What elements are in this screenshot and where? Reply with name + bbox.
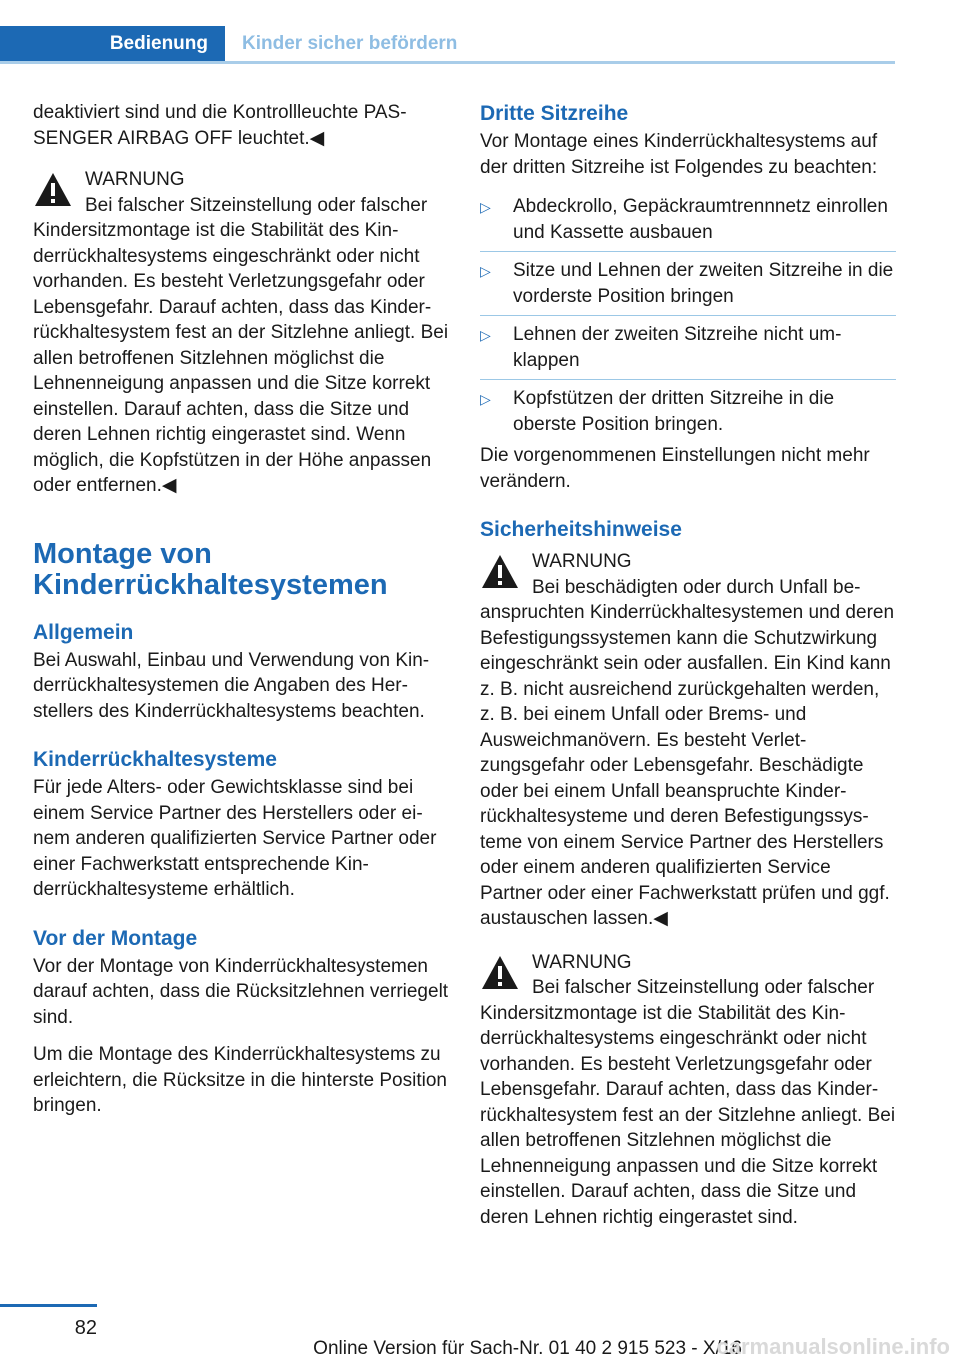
warning-title: WARNUNG — [85, 169, 185, 190]
right-column — [480, 100, 896, 1242]
warning-title: WARNUNG — [532, 551, 632, 572]
triangle-bullet-icon: ▷ — [480, 327, 491, 343]
triangle-bullet-icon: ▷ — [480, 199, 491, 215]
warning-text: Bei falscher Sitzeinstellung oder falscher Kindersitzmontage ist die Stabilität des Kinderrückhaltesystems eingeschränkt oder nicht vorhanden. Es besteht Verletzungsgefahr oder Lebensgefahr. Darauf achten, dass das Kinderrückhaltesystem fest an der Sitzlehne anliegt. Bei allen betroffenen Sitzlehnen möglichst die Lehnenneigung anpassen und die Sitze korrekt einstellen. Darauf achten, dass die Sitze und deren Lehnen richtig eingerastet sind. — [480, 977, 896, 1228]
paragraph-kinderrueckhaltesysteme: Für jede Alters- oder Gewichtsklasse sind bei einem Service Partner des Herstellers oder einem anderen qualifizierten Service Partner oder einer Fachwerkstatt entsprechende Kinderrückhaltesysteme erhältlich. — [33, 777, 437, 900]
triangle-bullet-icon: ▷ — [480, 391, 491, 407]
list-item-text: Kopfstützen der dritten Sitzreihe in die oberste Position bringen. — [513, 388, 835, 435]
heading-vor-der-montage: Vor der Montage — [33, 926, 198, 950]
warning-title: WARNUNG — [532, 951, 632, 973]
list-item — [480, 316, 896, 380]
warning-triangle-icon — [480, 953, 520, 993]
online-version-note: Online Version für Sach-Nr. 01 40 2 915 523 - X/16 — [313, 1338, 742, 1359]
list-item — [480, 252, 896, 316]
heading-kinderrueckhaltesysteme: Kinderrückhaltesysteme — [33, 748, 277, 771]
footer-rule — [0, 1304, 97, 1307]
section-title: Montage von Kinderrückhaltesystemen — [33, 537, 388, 601]
heading-sicherheitshinweise: Sicherheitshinweise — [480, 518, 682, 541]
page-header — [0, 0, 960, 64]
paragraph-dritte-outro: Die vorgenommenen Einstellungen nicht mehr verändern. — [480, 445, 870, 492]
paragraph-vor-der-montage-1: Vor der Montage von Kinderrückhaltesystemen darauf achten, dass die Rücksitzlehnen verriegelt sind. — [33, 955, 449, 1028]
page-number: 82 — [74, 1317, 97, 1339]
watermark: carmanualsonline.info — [716, 1334, 950, 1359]
paragraph-allgemein: Bei Auswahl, Einbau und Verwendung von Kinderrückhaltesystemen die Angaben des Herstellers des Kinderrückhaltesystems beachten. — [33, 649, 430, 722]
header-rule — [0, 61, 895, 64]
warning-block-1 — [33, 167, 449, 499]
list-item-text: Lehnen der zweiten Sitzreihe nicht umklappen — [513, 324, 842, 371]
list-item — [480, 192, 896, 252]
triangle-bullet-icon: ▷ — [480, 263, 491, 279]
left-column — [33, 100, 449, 1131]
warning-triangle-icon — [480, 552, 520, 592]
heading-dritte-sitzreihe: Dritte Sitzreihe — [480, 102, 629, 125]
list-item-text: Abdeckrollo, Gepäckraumtrennnetz einrollen und Kassette ausbauen — [513, 196, 888, 243]
list-item-text: Sitze und Lehnen der zweiten Sitzreihe in die vorderste Position bringen — [513, 260, 894, 307]
warning-triangle-icon — [33, 170, 73, 210]
warning-text: Bei beschädigten oder durch Unfall beanspruchten Kinderrückhaltesystemen und deren Befestigungssystemen kann die Schutzwirkung eingeschränkt sein oder ausfallen. Ein Kind kann z. B. nicht ausreichend zurückgehalten werden, z. B. bei einem Unfall oder Brems- und Ausweichmanövern. Es besteht Verletzungsgefahr oder Lebensgefahr. Beschädigte oder bei einem Unfall beanspruchte Kinderrückhaltesysteme und deren Befestigungssysteme von einem Service Partner des Herstellers oder einem anderen qualifizierten Service Partner oder einer Fachwerkstatt prüfen und ggf. austauschen lassen.◀ — [480, 576, 895, 929]
warning-block-3 — [480, 950, 896, 1231]
intro-paragraph: deaktiviert sind und die Kontrollleuchte PASSENGER AIRBAG OFF leuchtet.◀ — [33, 102, 407, 149]
list-item — [480, 380, 896, 443]
paragraph-dritte-intro: Vor Montage eines Kinderrückhaltesystems auf der dritten Sitzreihe ist Folgendes zu beachten: — [480, 131, 878, 178]
paragraph-vor-der-montage-2: Um die Montage des Kinderrückhaltesystems zu erleichtern, die Rücksitze in die hinterste Position bringen. — [33, 1044, 447, 1116]
heading-allgemein: Allgemein — [33, 620, 134, 644]
section-tab-bedienung[interactable]: Bedienung — [0, 26, 225, 61]
bullet-list-dritte — [480, 192, 896, 443]
warning-text: Bei falscher Sitzeinstellung oder falscher Kindersitzmontage ist die Stabilität des Kinderrückhaltesystems eingeschränkt oder nicht vorhanden. Es besteht Verletzungsgefahr oder Lebensgefahr. Darauf achten, dass das Kinderrückhaltesystem fest an der Sitzlehne anliegt. Bei allen betroffenen Sitzlehnen möglichst die Lehnenneigung anpassen und die Sitze korrekt einstellen. Darauf achten, dass die Sitze und deren Lehnen richtig eingerastet sind. Wenn möglich, die Kopfstützen in der Höhe anpassen oder entfernen.◀ — [33, 194, 449, 496]
warning-block-2 — [480, 549, 896, 932]
section-tab-kinder[interactable]: Kinder sicher befördern — [242, 32, 458, 54]
